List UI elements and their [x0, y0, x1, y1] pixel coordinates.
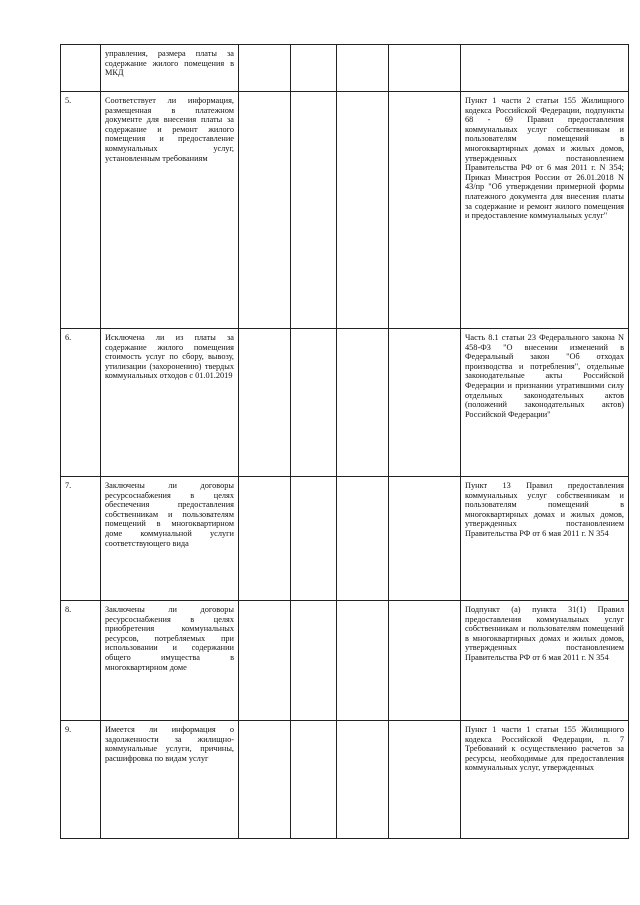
- question-text: управления, размера платы за содержание жилого помещения в МКД: [101, 45, 239, 92]
- legal-reference: Пункт 1 части 2 статьи 155 Жилищного кодекса Российской Федерации, подпункты 68 - 69 Правил предоставления коммунальных услуг собственникам и пользователям помещений в многоквартирных домах и жилых домов, утвержденных постановлением Правительства РФ от 6 мая 2011 г. N 354; Приказ Минстроя России от 26.01.2018 N 43/пр "Об утверждении примерной формы платежного документа для внесения платы за содержание и ремонт жилого помещения и предоставление коммунальных услуг": [461, 92, 629, 329]
- answer-na-cell: [337, 329, 389, 477]
- table-row: [61, 721, 629, 839]
- table-row: [61, 45, 629, 92]
- question-text: Заключены ли договоры ресурсоснабжения в целях приобретения коммунальных ресурсов, потребляемых при использовании и содержании общего имущества в многоквартирном доме: [101, 601, 239, 721]
- legal-reference: Подпункт (а) пункта 31(1) Правил предоставления коммунальных услуг собственникам и пользователям помещений в многоквартирных домах и жилых домов, утвержденных постановлением Правительства РФ от 6 мая 2011 г. N 354: [461, 601, 629, 721]
- note-cell: [389, 329, 461, 477]
- answer-no-cell: [291, 92, 337, 329]
- table-row: [61, 477, 629, 601]
- answer-na-cell: [337, 477, 389, 601]
- row-number: 9.: [61, 721, 101, 839]
- answer-na-cell: [337, 601, 389, 721]
- note-cell: [389, 92, 461, 329]
- legal-reference: Пункт 1 части 1 статьи 155 Жилищного кодекса Российской Федерации, п. 7 Требований к осуществлению расчетов за ресурсы, необходимые для предоставления коммунальных услуг, утвержденных: [461, 721, 629, 839]
- answer-yes-cell: [239, 92, 291, 329]
- row-number: 6.: [61, 329, 101, 477]
- answer-no-cell: [291, 601, 337, 721]
- question-text: Заключены ли договоры ресурсоснабжения в целях обеспечения предоставления собственникам и пользователям помещений в многоквартирном доме коммунальной услуги соответствующего вида: [101, 477, 239, 601]
- answer-no-cell: [291, 329, 337, 477]
- table-row: [61, 329, 629, 477]
- answer-yes-cell: [239, 45, 291, 92]
- answer-yes-cell: [239, 329, 291, 477]
- note-cell: [389, 721, 461, 839]
- legal-reference: Часть 8.1 статьи 23 Федерального закона N 458-ФЗ "О внесении изменений в Федеральный закон "Об отходах производства и потребления", отдельные законодательные акты Российской Федерации и признании утратившими силу отдельных законодательных актов (положений законодательных актов) Российской Федерации": [461, 329, 629, 477]
- answer-no-cell: [291, 45, 337, 92]
- answer-yes-cell: [239, 601, 291, 721]
- answer-na-cell: [337, 721, 389, 839]
- answer-yes-cell: [239, 721, 291, 839]
- note-cell: [389, 601, 461, 721]
- answer-no-cell: [291, 721, 337, 839]
- answer-no-cell: [291, 477, 337, 601]
- question-text: Соответствует ли информация, размещенная в платежном документе для внесения платы за содержание и ремонт жилого помещения и предоставление коммунальных услуг, установленным требованиям: [101, 92, 239, 329]
- inspection-checklist-table: [60, 44, 629, 839]
- table-row: [61, 92, 629, 329]
- note-cell: [389, 477, 461, 601]
- legal-reference: Пункт 13 Правил предоставления коммунальных услуг собственникам и пользователям помещений в многоквартирных домах и жилых домов, утвержденных постановлением Правительства РФ от 6 мая 2011 г. N 354: [461, 477, 629, 601]
- row-number: [61, 45, 101, 92]
- row-number: 5.: [61, 92, 101, 329]
- legal-reference: [461, 45, 629, 92]
- answer-na-cell: [337, 92, 389, 329]
- question-text: Исключена ли из платы за содержание жилого помещения стоимость услуг по сбору, вывозу, утилизации (захоронению) твердых коммунальных отходов с 01.01.2019: [101, 329, 239, 477]
- document-page: [60, 44, 628, 839]
- question-text: Имеется ли информация о задолженности за жилищно-коммунальные услуги, причины, расшифровка по видам услуг: [101, 721, 239, 839]
- row-number: 7.: [61, 477, 101, 601]
- answer-na-cell: [337, 45, 389, 92]
- answer-yes-cell: [239, 477, 291, 601]
- row-number: 8.: [61, 601, 101, 721]
- note-cell: [389, 45, 461, 92]
- table-row: [61, 601, 629, 721]
